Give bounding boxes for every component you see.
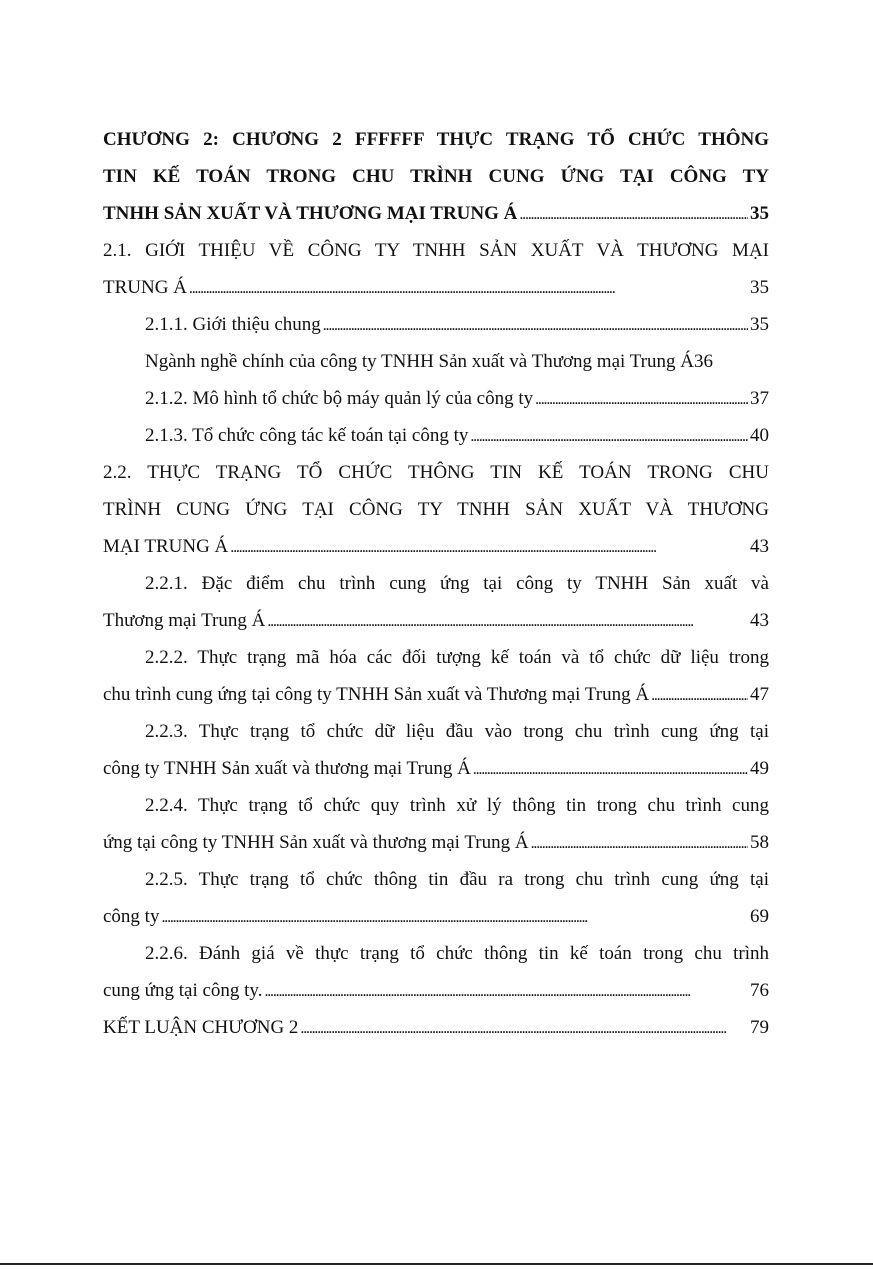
toc-entry-line: 2.2.3. Thực trạng tổ chức dữ liệu đầu vào trong chu trình cung ứng tại bbox=[145, 721, 769, 742]
toc-page-number: 35 bbox=[750, 203, 769, 224]
toc-entry-line: TIN KẾ TOÁN TRONG CHU TRÌNH CUNG ỨNG TẠI CÔNG TY bbox=[103, 166, 769, 187]
toc-entry-label: Ngành nghề chính của công ty TNHH Sản xuất và Thương mại Trung Á bbox=[145, 351, 694, 372]
toc-entry-line: 2.2.1. Đặc điểm chu trình cung ứng tại công ty TNHH Sản xuất và bbox=[145, 573, 769, 594]
toc-page-number: 36 bbox=[693, 351, 713, 372]
toc-entry-2-1-2[interactable] bbox=[103, 380, 769, 417]
toc-entry-line bbox=[103, 528, 769, 565]
dot-leader bbox=[519, 195, 748, 233]
toc-page-number: 35 bbox=[750, 314, 769, 335]
dot-leader bbox=[161, 898, 748, 936]
toc-entry-line: 2.2. THỰC TRẠNG TỔ CHỨC THÔNG TIN KẾ TOÁN TRONG CHU bbox=[103, 462, 769, 483]
toc-entry-label: cung ứng tại công ty. bbox=[103, 980, 263, 1001]
toc-entry-line bbox=[103, 972, 769, 1009]
toc-page-number: 37 bbox=[750, 388, 769, 409]
dot-leader bbox=[300, 1009, 748, 1047]
toc-page-number: 35 bbox=[750, 277, 769, 298]
page-bottom-border bbox=[0, 1263, 873, 1265]
toc-entry-2-2-3[interactable] bbox=[103, 713, 769, 787]
toc-entry-label: 2.1.1. Giới thiệu chung bbox=[145, 314, 321, 335]
toc-entry-label: công ty bbox=[103, 906, 160, 927]
toc-entry-2-2-4[interactable] bbox=[103, 787, 769, 861]
toc-entry-2-2-1[interactable] bbox=[103, 565, 769, 639]
toc-entry-label: 2.1.3. Tổ chức công tác kế toán tại công ty bbox=[145, 425, 469, 446]
dot-leader bbox=[264, 972, 748, 1010]
toc-entry-line: CHƯƠNG 2: CHƯƠNG 2 FFFFFF THỰC TRẠNG TỔ CHỨC THÔNG bbox=[103, 129, 769, 150]
toc-entry-2-2-5[interactable] bbox=[103, 861, 769, 935]
table-of-contents bbox=[103, 121, 769, 1046]
toc-page-number: 49 bbox=[750, 758, 769, 779]
toc-entry-line bbox=[103, 750, 769, 787]
toc-entry-label: Thương mại Trung Á bbox=[103, 610, 266, 631]
toc-entry-2-1-1[interactable] bbox=[103, 306, 769, 343]
toc-entry-ket-luan[interactable] bbox=[103, 1009, 769, 1046]
toc-page-number: 43 bbox=[750, 610, 769, 631]
dot-leader bbox=[535, 380, 748, 418]
toc-entry-line bbox=[103, 676, 769, 713]
toc-entry-2-2[interactable] bbox=[103, 454, 769, 565]
toc-page-number: 79 bbox=[750, 1017, 769, 1038]
toc-entry-line bbox=[103, 602, 769, 639]
toc-entry-nganh-nghe[interactable] bbox=[103, 343, 865, 380]
toc-page-number: 58 bbox=[750, 832, 769, 853]
dot-leader bbox=[531, 824, 748, 862]
toc-entry-2-2-2[interactable] bbox=[103, 639, 769, 713]
toc-entry-line bbox=[103, 195, 769, 232]
toc-entry-line: 2.2.4. Thực trạng tổ chức quy trình xử lý thông tin trong chu trình cung bbox=[145, 795, 769, 816]
toc-entry-line: 2.2.5. Thực trạng tổ chức thông tin đầu ra trong chu trình cung ứng tại bbox=[145, 869, 769, 890]
dot-leader bbox=[189, 269, 748, 307]
toc-page-number: 43 bbox=[750, 536, 769, 557]
toc-page-number: 40 bbox=[750, 425, 769, 446]
toc-page-number: 76 bbox=[750, 980, 769, 1001]
toc-entry-line bbox=[103, 824, 769, 861]
toc-entry-line: 2.2.2. Thực trạng mã hóa các đối tượng kế toán và tổ chức dữ liệu trong bbox=[145, 647, 769, 668]
dot-leader bbox=[473, 750, 748, 788]
toc-entry-label: 2.1.2. Mô hình tổ chức bộ máy quản lý của công ty bbox=[145, 388, 534, 409]
toc-entry-label: chu trình cung ứng tại công ty TNHH Sản xuất và Thương mại Trung Á bbox=[103, 684, 650, 705]
toc-entry-2-1[interactable] bbox=[103, 232, 769, 306]
toc-entry-line: 2.2.6. Đánh giá về thực trạng tổ chức thông tin kế toán trong chu trình bbox=[145, 943, 769, 964]
toc-entry-label: ứng tại công ty TNHH Sản xuất và thương mại Trung Á bbox=[103, 832, 529, 853]
toc-entry-line: TRÌNH CUNG ỨNG TẠI CÔNG TY TNHH SẢN XUẤT VÀ THƯƠNG bbox=[103, 499, 769, 520]
toc-page-number: 47 bbox=[750, 684, 769, 705]
toc-entry-label: TNHH SẢN XUẤT VÀ THƯƠNG MẠI TRUNG Á bbox=[103, 203, 518, 224]
dot-leader bbox=[651, 676, 748, 714]
dot-leader bbox=[267, 602, 748, 640]
dot-leader bbox=[230, 528, 748, 566]
toc-entry-label: MẠI TRUNG Á bbox=[103, 536, 229, 557]
toc-entry-label: TRUNG Á bbox=[103, 277, 187, 298]
toc-entry-line bbox=[103, 898, 769, 935]
dot-leader bbox=[323, 306, 748, 344]
toc-entry-label: công ty TNHH Sản xuất và thương mại Trung Á bbox=[103, 758, 471, 779]
dot-leader bbox=[470, 417, 748, 455]
toc-entry-2-1-3[interactable] bbox=[103, 417, 769, 454]
toc-entry-chapter-2[interactable] bbox=[103, 121, 769, 232]
toc-page-number: 69 bbox=[750, 906, 769, 927]
toc-entry-line bbox=[103, 269, 769, 306]
toc-entry-2-2-6[interactable] bbox=[103, 935, 769, 1009]
toc-entry-line: 2.1. GIỚI THIỆU VỀ CÔNG TY TNHH SẢN XUẤT VÀ THƯƠNG MẠI bbox=[103, 240, 769, 261]
toc-entry-label: KẾT LUẬN CHƯƠNG 2 bbox=[103, 1017, 299, 1038]
